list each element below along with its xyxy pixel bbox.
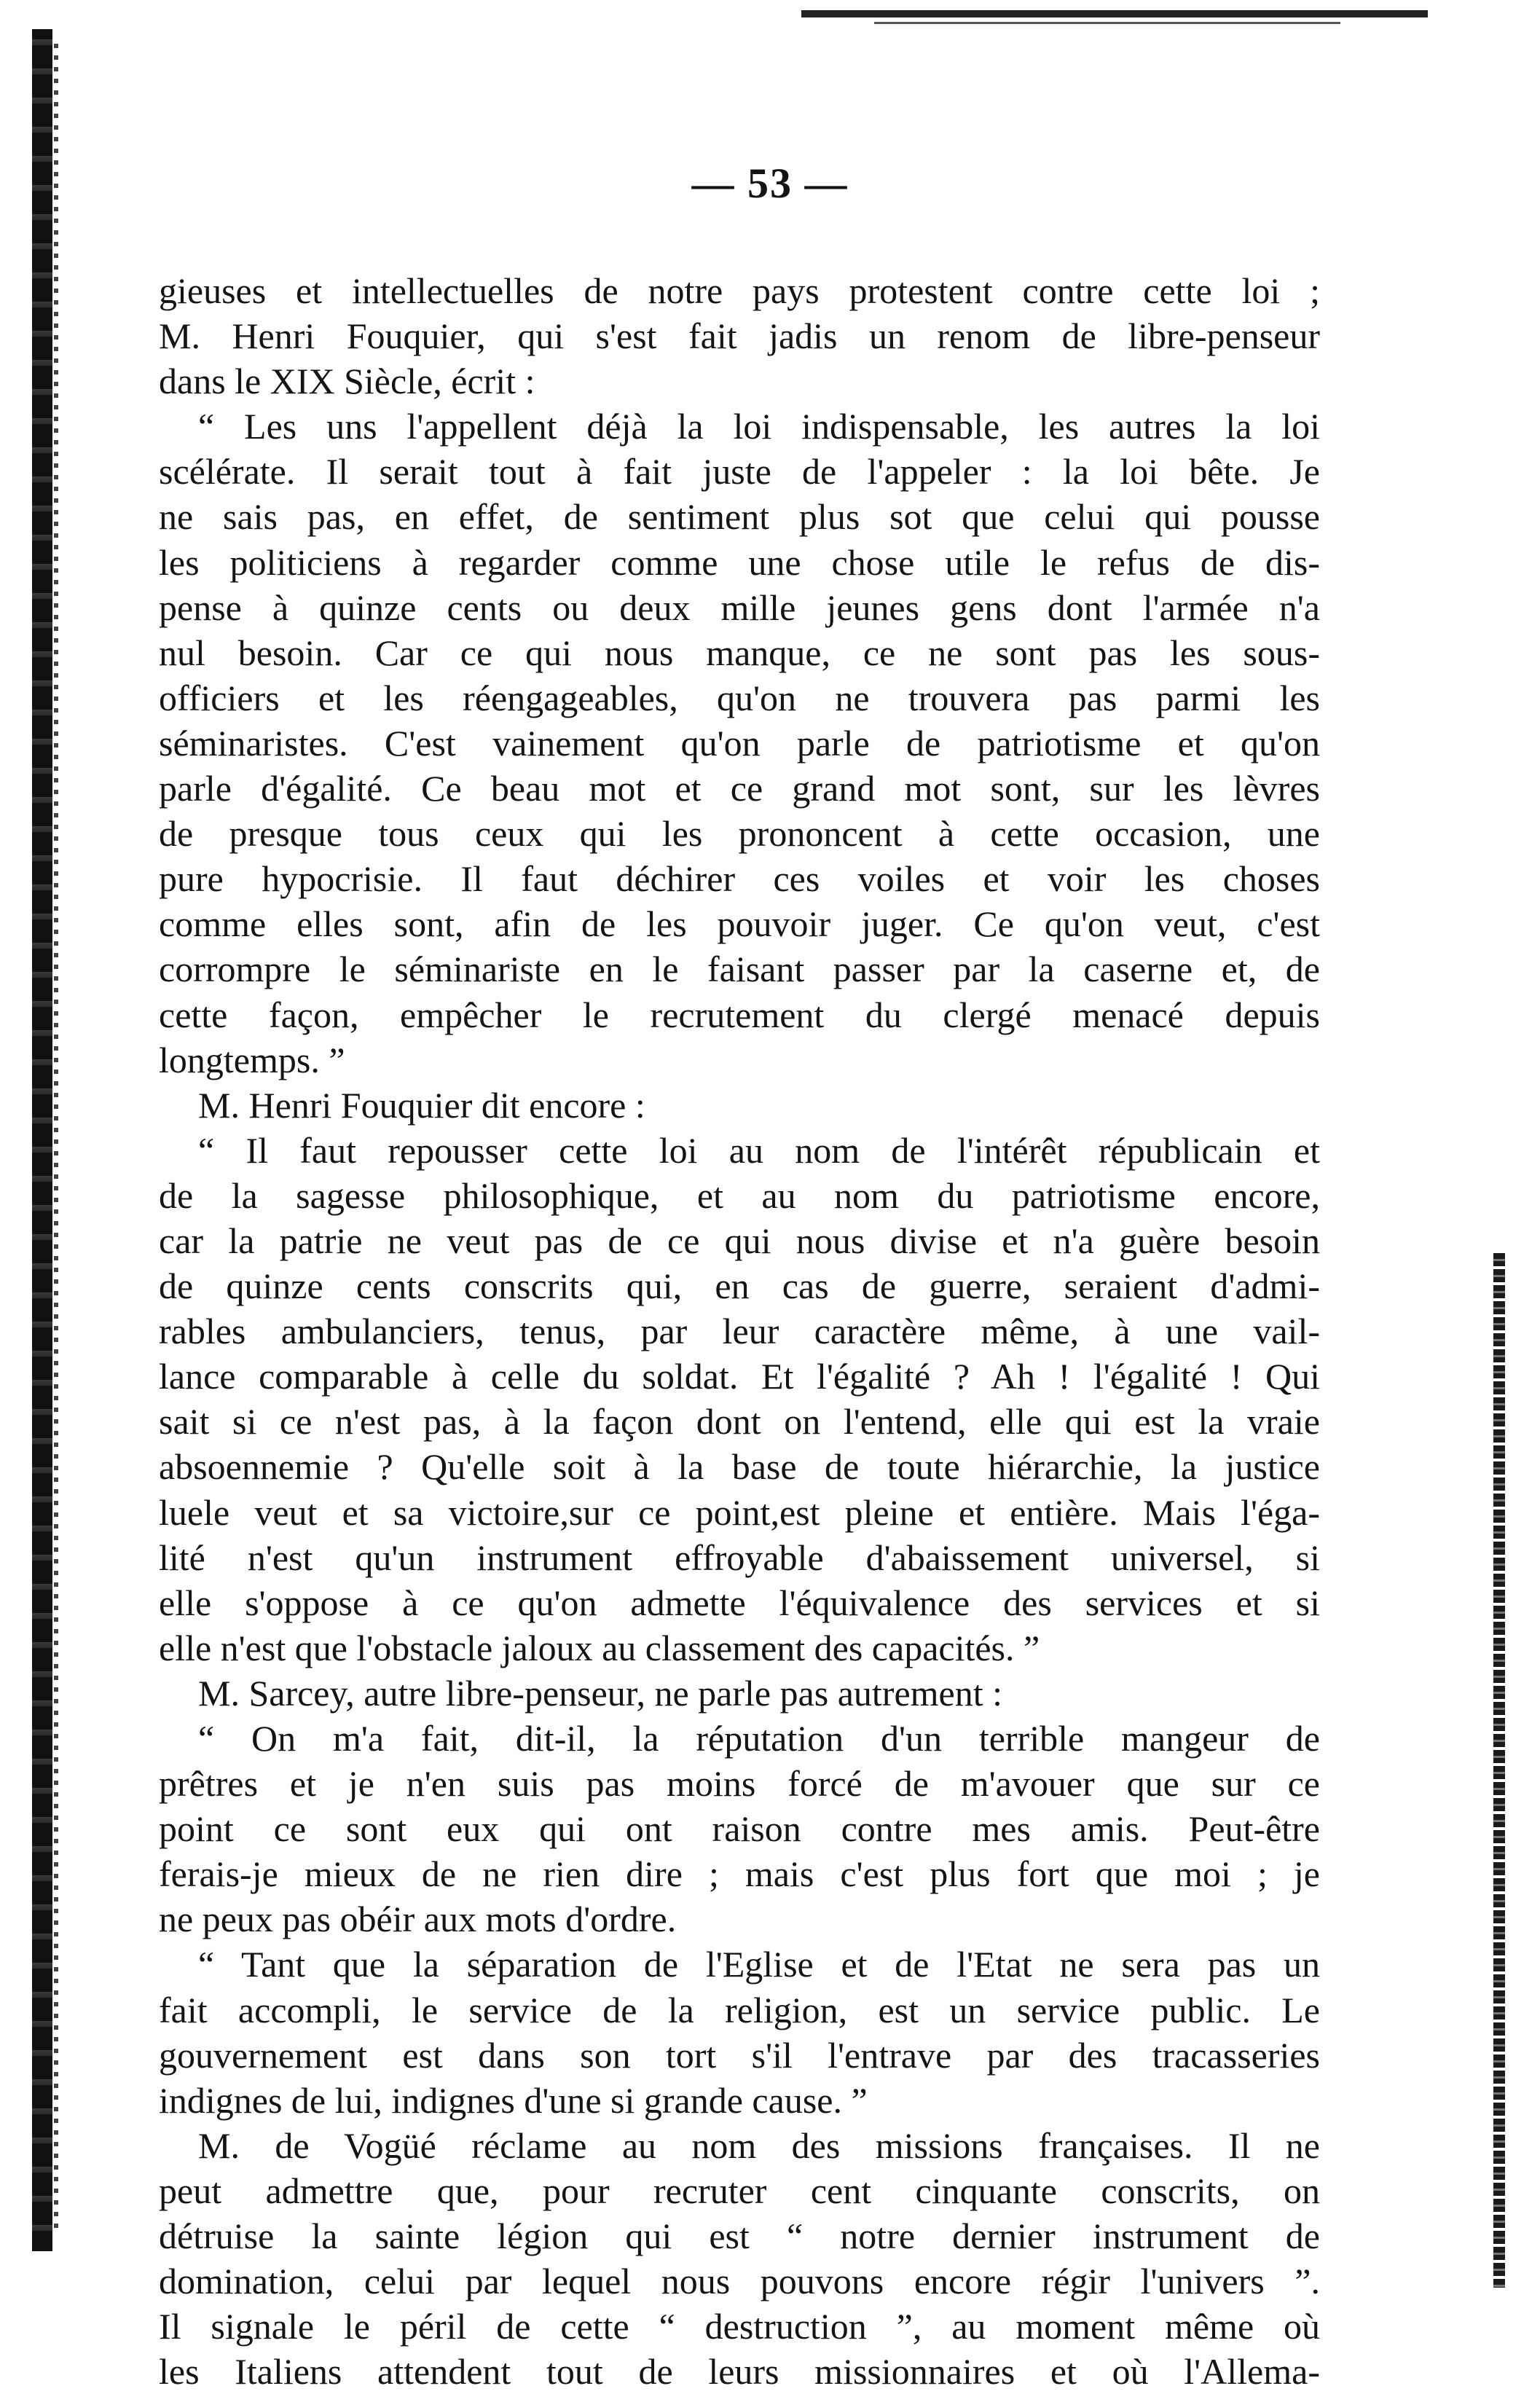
text-line: prêtres et je n'en suis pas moins forcé de m'avouer que sur ce <box>159 1763 1320 1805</box>
text-line: absoennemie ? Qu'elle soit à la base de toute hiérarchie, la justice <box>159 1446 1320 1488</box>
text-line: corrompre le séminariste en le faisant passer par la caserne et, de <box>159 949 1320 990</box>
scan-left-edge-inner <box>54 44 58 2229</box>
text-line: pense à quinze cents ou deux mille jeunes gens dont l'armée n'a <box>159 586 1320 628</box>
text-line: cette façon, empêcher le recrutement du clergé menacé depuis <box>159 994 1320 1035</box>
text-line: ne sais pas, en effet, de sentiment plus sot que celui qui pousse <box>159 496 1320 538</box>
text-line: elle s'oppose à ce qu'on admette l'équivalence des services et si <box>159 1582 1320 1623</box>
text-line: Il signale le péril de cette “ destruction ”, au moment même où <box>159 2306 1320 2347</box>
text-line: gouvernement est dans son tort s'il l'entrave par des tracasseries <box>159 2034 1320 2076</box>
text-line: longtemps. ” <box>159 1039 345 1080</box>
text-line: lité n'est qu'un instrument effroyable d'abaissement universel, si <box>159 1537 1320 1578</box>
text-line: sait si ce n'est pas, à la façon dont on l'entend, elle qui est la vraie <box>159 1401 1320 1443</box>
text-line: gieuses et intellectuelles de notre pays protestent contre cette loi ; <box>159 270 1320 311</box>
text-line: “ On m'a fait, dit-il, la réputation d'un terrible mangeur de <box>198 1718 1320 1759</box>
text-line: car la patrie ne veut pas de ce qui nous divise et n'a guère besoin <box>159 1220 1320 1261</box>
text-line: fait accompli, le service de la religion, est un service public. Le <box>159 1989 1320 2030</box>
text-line: rables ambulanciers, tenus, par leur caractère même, à une vail- <box>159 1311 1320 1352</box>
text-line: dans le XIX Siècle, écrit : <box>159 361 535 402</box>
body-text <box>159 268 1320 2394</box>
text-line: nul besoin. Car ce qui nous manque, ce ne sont pas les sous- <box>159 632 1320 673</box>
text-line: ferais-je mieux de ne rien dire ; mais c'est plus fort que moi ; je <box>159 1853 1320 1895</box>
text-line: indignes de lui, indignes d'une si grande cause. ” <box>159 2079 868 2121</box>
text-line: M. Henri Fouquier dit encore : <box>198 1084 645 1126</box>
text-line: officiers et les réengageables, qu'on ne trouvera pas parmi les <box>159 677 1320 718</box>
text-line: “ Il faut repousser cette loi au nom de l'intérêt républicain et <box>198 1129 1320 1171</box>
text-line: domination, celui par lequel nous pouvons encore régir l'univers ”. <box>159 2261 1320 2302</box>
text-line: lance comparable à celle du soldat. Et l'égalité ? Ah ! l'égalité ! Qui <box>159 1356 1320 1397</box>
page-number: — 53 — <box>691 160 849 207</box>
text-line: les Italiens attendent tout de leurs missionnaires et où l'Allema- <box>159 2351 1320 2393</box>
text-line: comme elles sont, afin de les pouvoir juger. Ce qu'on veut, c'est <box>159 903 1320 945</box>
scan-top-rule-thin <box>874 22 1340 24</box>
text-line: luele veut et sa victoire,sur ce point,est pleine et entière. Mais l'éga- <box>159 1491 1320 1533</box>
text-line: séminaristes. C'est vainement qu'on parle de patriotisme et qu'on <box>159 722 1320 764</box>
text-line: point ce sont eux qui ont raison contre mes amis. Peut-être <box>159 1808 1320 1850</box>
scan-right-edge <box>1493 1253 1505 2288</box>
text-line: parle d'égalité. Ce beau mot et ce grand mot sont, sur les lèvres <box>159 768 1320 809</box>
text-line: M. de Vogüé réclame au nom des missions françaises. Il ne <box>198 2124 1320 2166</box>
text-line: elle n'est que l'obstacle jaloux au classement des capacités. ” <box>159 1627 1040 1668</box>
text-line: détruise la sainte légion qui est “ notre dernier instrument de <box>159 2216 1320 2257</box>
text-line: les politiciens à regarder comme une chose utile le refus de dis- <box>159 541 1320 583</box>
text-line: de presque tous ceux qui les prononcent à cette occasion, une <box>159 813 1320 855</box>
text-line: “ Les uns l'appellent déjà la loi indispensable, les autres la loi <box>198 406 1320 447</box>
text-line: pure hypocrisie. Il faut déchirer ces voiles et voir les choses <box>159 858 1320 900</box>
text-line: M. Henri Fouquier, qui s'est fait jadis un renom de libre-penseur <box>159 315 1320 357</box>
text-line: “ Tant que la séparation de l'Eglise et de l'Etat ne sera pas un <box>198 1944 1320 1985</box>
text-line: scélérate. Il serait tout à fait juste de l'appeler : la loi bête. Je <box>159 451 1320 492</box>
text-line: peut admettre que, pour recruter cent cinquante conscrits, on <box>159 2170 1320 2211</box>
text-line: de la sagesse philosophique, et au nom du patriotisme encore, <box>159 1174 1320 1216</box>
text-line: M. Sarcey, autre libre-penseur, ne parle pas autrement : <box>198 1672 1003 1714</box>
text-line: de quinze cents conscrits qui, en cas de guerre, seraient d'admi- <box>159 1265 1320 1307</box>
text-line: ne peux pas obéir aux mots d'ordre. <box>159 1899 677 1940</box>
scan-left-edge <box>32 29 52 2251</box>
scan-top-rule <box>801 10 1428 17</box>
